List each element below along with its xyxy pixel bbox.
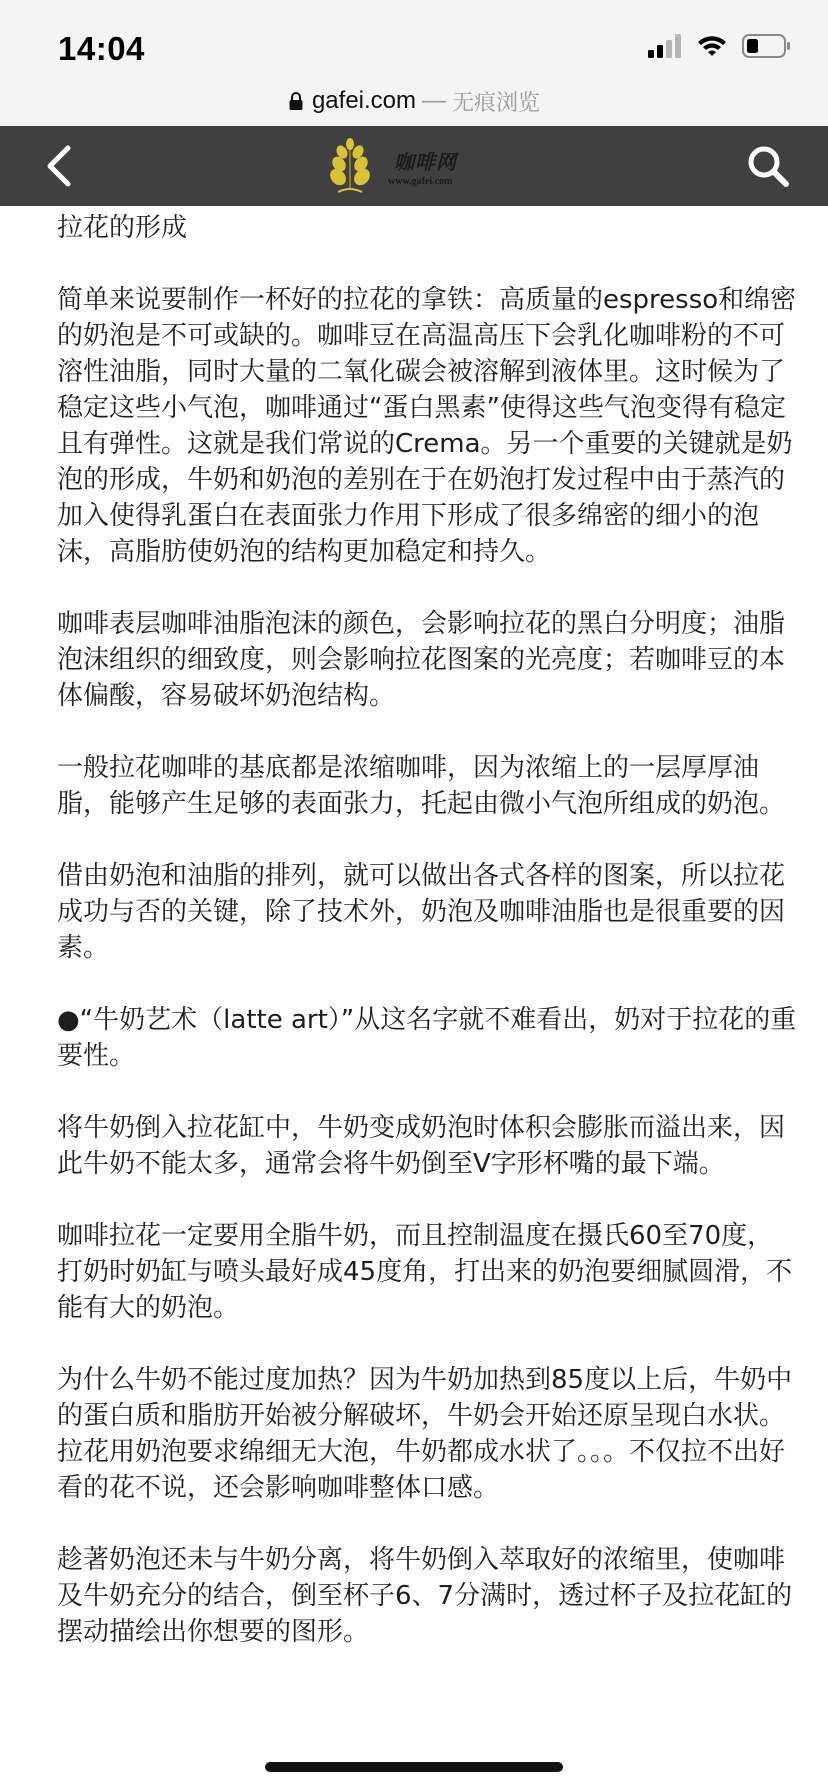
address-bar[interactable] — [0, 76, 828, 126]
article-heading: 拉花的形成 — [57, 213, 188, 243]
paragraph-7: 咖啡拉花一定要用全脂牛奶，而且控制温度在摄氏60至70度，打奶时奶缸与喷头最好成45度角，打出来的奶泡要细腻圆滑，不能有大的奶泡。 — [57, 1221, 793, 1323]
url-separator: — — [422, 87, 447, 114]
status-bar — [0, 0, 828, 76]
status-icons — [648, 34, 792, 62]
private-mode-label: 无痕浏览 — [452, 90, 541, 116]
logo-title: 咖啡网 — [394, 150, 457, 174]
paragraph-5: ●“牛奶艺术（latte art）”从这名字就不难看出，奶对于拉花的重要性。 — [57, 1005, 797, 1071]
coffee-leaf-logo — [326, 136, 376, 196]
search-button[interactable] — [744, 142, 792, 190]
paragraph-2: 咖啡表层咖啡油脂泡沫的颜色，会影响拉花的黑白分明度；油脂泡沫组织的细致度，则会影响拉花图案的光亮度；若咖啡豆的本体偏酸，容易破坏奶泡结构。 — [57, 609, 786, 711]
logo-subtitle: www.gafei.com — [388, 176, 453, 187]
status-time: 14:04 — [58, 30, 145, 67]
battery-icon — [742, 34, 792, 62]
paragraph-1: 简单来说要制作一杯好的拉花的拿铁：高质量的espresso和绵密的奶泡是不可或缺的。咖啡豆在高温高压下会乳化咖啡粉的不可溶性油脂，同时大量的二氧化碳会被溶解到液体里。这时候为了稳定这些小气泡，咖啡通过“蛋白黑素”使得这些气泡变得有稳定且有弹性。这就是我们常说的Crema。另一个重要的关键就是奶泡的形成，牛奶和奶泡的差别在于在奶泡打发过程中由于蒸汽的加入使得乳蛋白在表面张力作用下形成了很多绵密的细小的泡沫，高脂肪使奶泡的结构更加稳定和持久。 — [57, 285, 797, 567]
back-icon — [40, 144, 84, 188]
paragraph-3: 一般拉花咖啡的基底都是浓缩咖啡，因为浓缩上的一层厚厚油脂，能够产生足够的表面张力，托起由微小气泡所组成的奶泡。 — [57, 753, 786, 819]
home-indicator[interactable] — [265, 1762, 563, 1772]
url-domain: gafei.com — [311, 87, 417, 114]
site-logo[interactable] — [326, 136, 486, 196]
paragraph-4: 借由奶泡和油脂的排列，就可以做出各式各样的图案，所以拉花成功与否的关键，除了技术外，奶泡及咖啡油脂也是很重要的因素。 — [57, 861, 786, 963]
signal-icon — [648, 34, 682, 62]
lock-icon — [288, 91, 304, 111]
paragraph-8: 为什么牛奶不能过度加热？因为牛奶加热到85度以上后，牛奶中的蛋白质和脂肪开始被分解破坏，牛奶会开始还原呈现白水状。拉花用奶泡要求绵细无大泡，牛奶都成水状了。。。不仅拉不出好看的花不说，还会影响咖啡整体口感。 — [57, 1365, 793, 1503]
article-body — [57, 210, 799, 1686]
wifi-icon — [696, 34, 728, 62]
paragraph-6: 将牛奶倒入拉花缸中，牛奶变成奶泡时体积会膨胀而溢出来，因此牛奶不能太多，通常会将牛奶倒至V字形杯嘴的最下端。 — [57, 1113, 786, 1179]
site-nav-bar — [0, 126, 828, 206]
paragraph-9: 趁著奶泡还未与牛奶分离，将牛奶倒入萃取好的浓缩里，使咖啡及牛奶充分的结合，倒至杯子6、7分满时，透过杯子及拉花缸的摆动描绘出你想要的图形。 — [57, 1545, 793, 1647]
back-button[interactable] — [40, 144, 84, 188]
search-icon — [744, 142, 792, 190]
